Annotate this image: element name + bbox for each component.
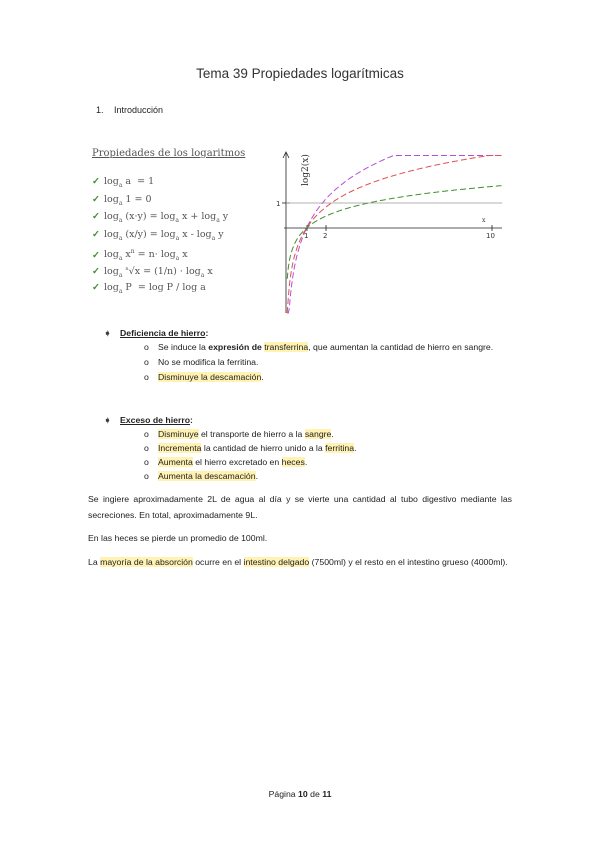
list-item: o Aumenta el hierro excretado en heces. (144, 457, 308, 467)
arrow-bullet-icon: ➧ (104, 328, 112, 338)
list-item: o Disminuye el transporte de hierro a la sangre. (144, 429, 334, 439)
iron-excess-heading: ➧ Exceso de hierro: (104, 415, 193, 425)
iron-deficiency-heading: ➧ Deficiencia de hierro: (104, 328, 209, 338)
page-footer: Página 10 de 11 (268, 789, 332, 799)
series-line (287, 156, 501, 314)
x-axis-label: x (482, 217, 486, 224)
check-icon: ✓ (92, 281, 100, 293)
log-properties-figure (92, 148, 262, 296)
list-item: o Aumenta la descamación. (144, 471, 258, 481)
arrow-bullet-icon: ➧ (104, 415, 112, 425)
iron-excess-list (104, 427, 518, 483)
x-tick-label: 2 (323, 232, 328, 240)
check-icon: ✓ (92, 176, 100, 187)
paragraph-water-intake: Se ingiere aproximadamente 2L de agua al día y se vierte una cantidad al tubo digestivo mediante las secreciones. En total, aproximadamente 9L. (88, 494, 512, 520)
check-icon: ✓ (92, 211, 100, 223)
list-item: o Se induce la expresión de transferrina, que aumentan la cantidad de hierro en sangre. (144, 342, 494, 352)
section-number: 1. (96, 105, 104, 115)
check-icon: ✓ (92, 193, 100, 205)
paragraph-feces-loss: En las heces se pierde un promedio de 100ml. (88, 533, 268, 543)
x-tick-label: 1 (304, 232, 309, 240)
chart-series (286, 156, 502, 314)
y-axis-label: log2(x) (301, 154, 311, 186)
log-rule: ✓ $\log_a x^n = n\cdot \log_a x$ (92, 248, 188, 263)
check-icon: ✓ (92, 266, 100, 278)
paragraph-absorption: La mayoría de la absorción ocurre en el intestino delgado (7500ml) y el resto en el intestino grueso (4000ml). (88, 557, 508, 567)
series-line (287, 156, 501, 314)
check-icon: ✓ (92, 249, 100, 261)
series-line (287, 186, 501, 279)
log-function-chart (270, 148, 510, 318)
list-item: o No se modifica la ferritina. (144, 357, 259, 367)
log-rule: ✓ $\log_a a = 1$ (92, 176, 155, 189)
iron-deficiency-section (104, 328, 518, 384)
log-rule: ✓ $\log_a (x/y) = \log_a x - \log_a y$ (92, 228, 224, 242)
list-item: o Disminuye la descamación. (144, 372, 264, 382)
log-properties-heading: Propiedades de los logaritmos (92, 148, 246, 159)
section-label: Introducción (114, 105, 164, 115)
log-rule: ✓ $\log_a ^n√x = (1/n) \cdot \log_a x$ (92, 265, 213, 280)
y-tick-label: 1 (276, 200, 281, 208)
list-item: o Incrementa la cantidad de hierro unido a la ferritina. (144, 443, 357, 453)
log-rule: ✓ $\log_a P = \log P / \log a$ (92, 281, 206, 295)
check-icon: ✓ (92, 228, 100, 240)
x-tick-label: 10 (486, 232, 495, 240)
log-rule: ✓ $\log_a 1 = 0$ (92, 193, 152, 207)
page-title: Tema 39 Propiedades logarítmicas (196, 66, 404, 81)
log-rule: ✓ $\log_a (x\cdot y) = \log_a x + \log_a y$ (92, 211, 229, 225)
section-heading-intro (96, 105, 163, 115)
iron-excess-section (104, 415, 518, 483)
total-page-number: 11 (322, 789, 332, 799)
iron-deficiency-list (104, 340, 518, 384)
current-page-number: 10 (298, 789, 308, 799)
